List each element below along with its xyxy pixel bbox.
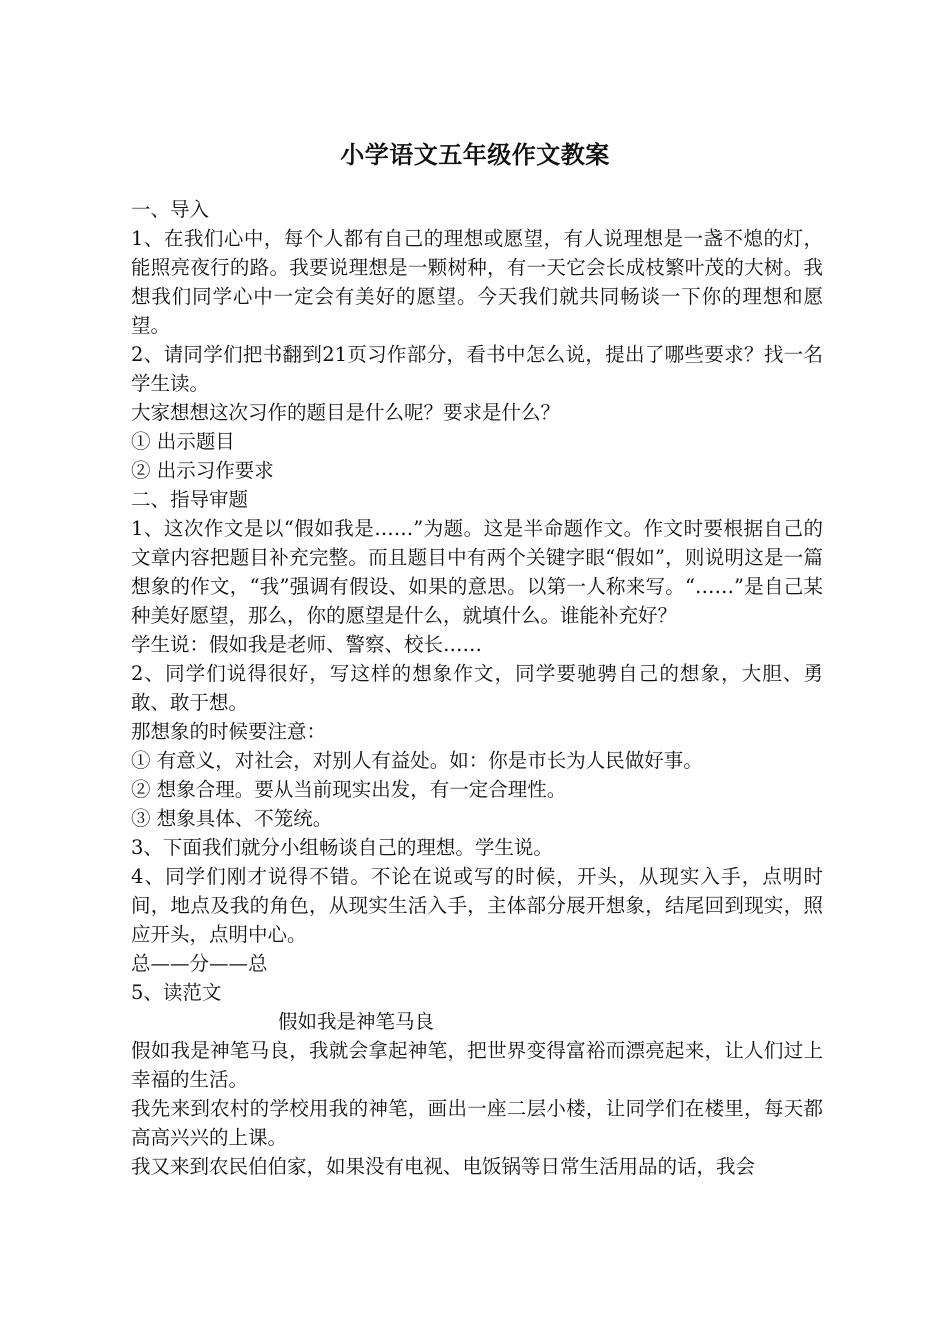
document-title: 小学语文五年级作文教案: [340, 140, 610, 169]
list-item: ① 出示题目: [131, 430, 235, 453]
list-item: ① 有意义，对社会，对别人有益处。如：你是市长为人民做好事。: [131, 749, 703, 772]
section-heading: 二、指导审题: [131, 488, 249, 511]
paragraph: 4、同学们刚才说得不错。不论在说或写的时候，开头，从现实入手，点明时间，地点及我的角色，从现实生活入手，主体部分展开想象，结尾回到现实，照应开头，点明中心。: [131, 865, 823, 946]
paragraph: 我又来到农民伯伯家，如果没有电视、电饭锅等日常生活用品的话，我会: [131, 1155, 756, 1178]
paragraph: 假如我是神笔马良，我就会拿起神笔，把世界变得富裕而漂亮起来，让人们过上幸福的生活。: [131, 1039, 823, 1091]
essay-title: 假如我是神笔马良: [278, 1010, 435, 1033]
list-item: ② 出示习作要求: [131, 459, 274, 482]
list-item: ② 想象合理。要从当前现实出发，有一定合理性。: [131, 778, 567, 801]
paragraph: 那想象的时候要注意：: [131, 720, 327, 743]
paragraph: 1、这次作文是以“假如我是……”为题。这是半命题作文。作文时要根据自己的文章内容把题目补充完整。而且题目中有两个关键字眼“假如”，则说明这是一篇想象的作文，“我”强调有假设、如果的意思。以第一人称来写。“……”是自己某种美好愿望，那么，你的愿望是什么，就填什么。谁能补充好？: [131, 517, 823, 627]
paragraph: 大家想想这次习作的题目是什么呢？要求是什么？: [131, 401, 561, 424]
paragraph: 我先来到农村的学校用我的神笔，画出一座二层小楼，让同学们在楼里，每天都高高兴兴的上课。: [131, 1097, 823, 1149]
paragraph: 3、下面我们就分小组畅谈自己的理想。学生说。: [131, 836, 553, 859]
paragraph: 学生说：假如我是老师、警察、校长……: [131, 633, 483, 656]
list-item: ③ 想象具体、不笼统。: [131, 807, 333, 830]
paragraph: 1、在我们心中，每个人都有自己的理想或愿望，有人说理想是一盏不熄的灯，能照亮夜行的路。我要说理想是一颗树种，有一天它会长成枝繁叶茂的大树。我想我们同学心中一定会有美好的愿望。今天我们就共同畅谈一下你的理想和愿望。: [131, 227, 823, 337]
paragraph: 2、请同学们把书翻到21页习作部分，看书中怎么说，提出了哪些要求？找一名学生读。: [131, 343, 823, 395]
document-body: [131, 195, 823, 1181]
section-heading: 一、导入: [131, 198, 210, 221]
paragraph: 2、同学们说得很好，写这样的想象作文，同学要驰骋自己的想象，大胆、勇敢、敢于想。: [131, 662, 823, 714]
paragraph: 5、读范文: [131, 981, 222, 1004]
paragraph: 总——分——总: [131, 952, 268, 975]
